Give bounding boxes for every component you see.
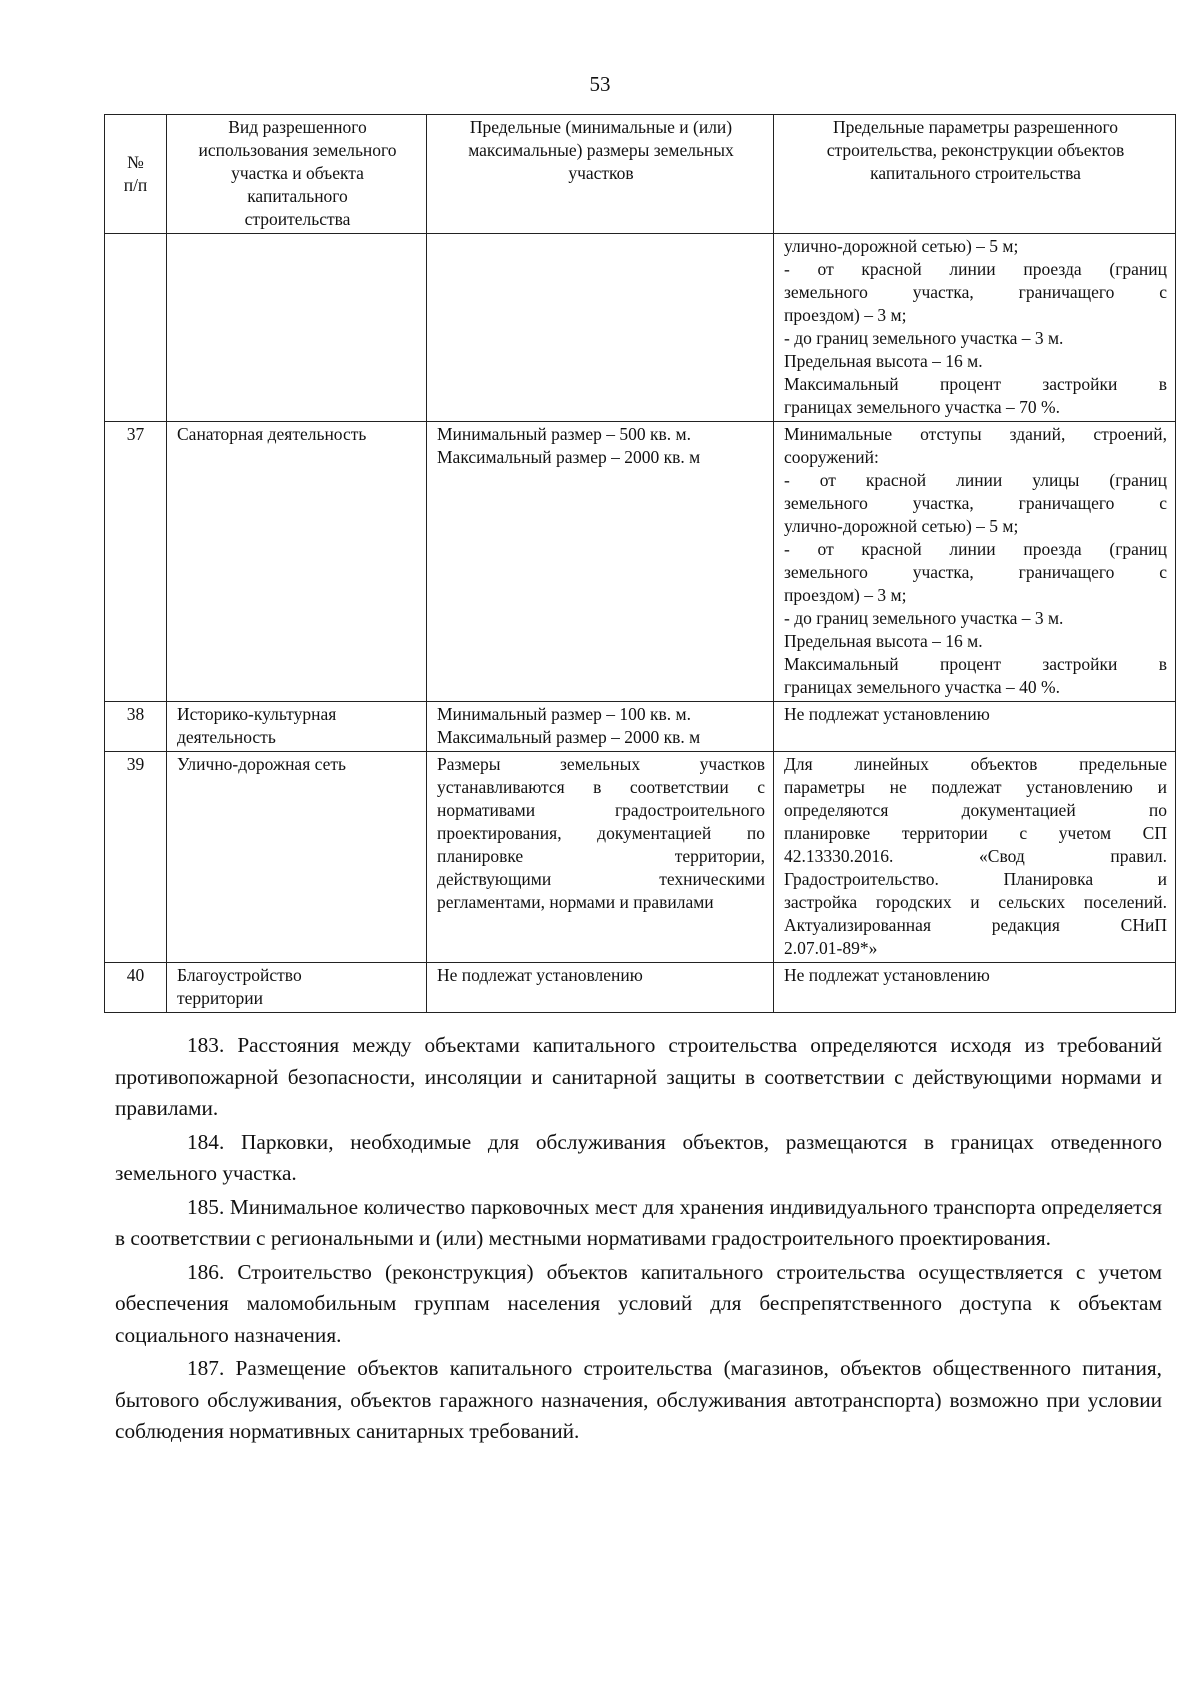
cell-line: границах земельного участка – 40 %. [784, 677, 1060, 697]
cell-line: действующими техническими [437, 869, 765, 889]
table-header-row [105, 115, 1176, 234]
header-plot-sizes [427, 115, 774, 234]
cell-build-params [774, 752, 1176, 963]
cell-line: проездом) – 3 м; [784, 585, 907, 605]
cell-line: земельного участка, граничащего с [784, 493, 1167, 513]
cell-line: земельного участка, граничащего с [784, 562, 1167, 582]
cell-plot-sizes [427, 752, 774, 963]
cell-use-type [167, 234, 427, 422]
cell-line: нормативами градостроительного [437, 800, 765, 820]
header-line: участков [568, 163, 634, 183]
header-line: № [127, 152, 144, 172]
cell-line: Максимальный размер – 2000 кв. м [437, 447, 701, 467]
table-row [105, 702, 1176, 752]
cell-line: - до границ земельного участка – 3 м. [784, 328, 1064, 348]
table-row [105, 752, 1176, 963]
header-build-params [774, 115, 1176, 234]
cell-line: устанавливаются в соответствии с [437, 777, 765, 797]
cell-line: границах земельного участка – 70 %. [784, 397, 1060, 417]
cell-line: улично-дорожной сетью) – 5 м; [784, 516, 1019, 536]
cell-line: Не подлежат установлению [784, 704, 990, 724]
cell-line: Благоустройство [177, 965, 302, 985]
cell-line: Предельная высота – 16 м. [784, 631, 983, 651]
cell-build-params [774, 702, 1176, 752]
cell-line: Максимальный процент застройки в [784, 374, 1167, 394]
header-line: Предельные параметры разрешенного [833, 117, 1118, 137]
cell-line: 2.07.01-89*» [784, 938, 878, 958]
header-line: строительства [244, 209, 351, 229]
row-number: 38 [105, 702, 167, 752]
cell-line: Не подлежат установлению [437, 965, 643, 985]
header-line: капитального [247, 186, 348, 206]
paragraph: 186. Строительство (реконструкция) объектов капитального строительства осуществляется с учетом обеспечения маломобильным группам населения условий для беспрепятственного доступа к объектам социального назначения. [115, 1259, 1162, 1347]
cell-line: - от красной линии проезда (границ [784, 259, 1167, 279]
cell-line: деятельность [177, 727, 276, 747]
cell-line: Минимальный размер – 100 кв. м. [437, 704, 691, 724]
paragraph: 185. Минимальное количество парковочных мест для хранения индивидуального транспорта определяется в соответствии с региональными и (или) местными нормативами градостроительного проектирования. [115, 1194, 1162, 1250]
body-text [115, 1030, 1162, 1450]
header-line: Вид разрешенного [228, 117, 367, 137]
header-line: капитального строительства [870, 163, 1081, 183]
cell-line: Не подлежат установлению [784, 965, 990, 985]
cell-build-params [774, 422, 1176, 702]
page-number: 53 [589, 72, 611, 96]
table-row [105, 422, 1176, 702]
table-row [105, 963, 1176, 1013]
cell-build-params [774, 234, 1176, 422]
cell-line: Улично-дорожная сеть [177, 754, 347, 774]
cell-use-type [167, 963, 427, 1013]
cell-line: проектирования, документацией по [437, 823, 765, 843]
cell-line: Минимальный размер – 500 кв. м. [437, 424, 691, 444]
cell-line: параметры не подлежат установлению и [784, 777, 1167, 797]
cell-line: планировке территории с учетом СП [784, 823, 1167, 843]
paragraph: 183. Расстояния между объектами капитального строительства определяются исходя из требований противопожарной безопасности, инсоляции и санитарной защиты в соответствии с действующими нормами и правилами. [115, 1033, 1162, 1120]
header-use-type [167, 115, 427, 234]
cell-line: планировке территории, [437, 846, 765, 866]
row-number: 39 [105, 752, 167, 963]
paragraph: 184. Парковки, необходимые для обслуживания объектов, размещаются в границах отведенного земельного участка. [115, 1129, 1162, 1185]
cell-line: улично-дорожной сетью) – 5 м; [784, 236, 1019, 256]
cell-plot-sizes [427, 702, 774, 752]
cell-line: Санаторная деятельность [177, 424, 367, 444]
paragraph: 187. Размещение объектов капитального строительства (магазинов, объектов общественного питания, бытового обслуживания, объектов гаражного назначения, обслуживания автотранспорта) возможно при условии соблюдения нормативных санитарных требований. [115, 1356, 1162, 1443]
cell-line: Максимальный размер – 2000 кв. м [437, 727, 701, 747]
table-body [105, 234, 1176, 1013]
cell-line: Предельная высота – 16 м. [784, 351, 983, 371]
cell-line: территории [177, 988, 263, 1008]
cell-line: Размеры земельных участков [437, 754, 765, 774]
cell-line: застройка городских и сельских поселений. [784, 892, 1167, 912]
cell-line: Историко-культурная [177, 704, 337, 724]
cell-use-type [167, 422, 427, 702]
cell-line: - до границ земельного участка – 3 м. [784, 608, 1064, 628]
cell-plot-sizes [427, 422, 774, 702]
cell-line: Актуализированная редакция СНиП [784, 915, 1167, 935]
cell-plot-sizes [427, 963, 774, 1013]
cell-line: 42.13330.2016. «Свод правил. [784, 846, 1167, 866]
header-line: использования земельного [198, 140, 397, 160]
header-line: максимальные) размеры земельных [468, 140, 734, 160]
cell-line: Для линейных объектов предельные [784, 754, 1167, 774]
cell-use-type [167, 702, 427, 752]
cell-line: определяются документацией по [784, 800, 1167, 820]
cell-line: сооружений: [784, 447, 879, 467]
row-number: 40 [105, 963, 167, 1013]
cell-line: - от красной линии проезда (границ [784, 539, 1167, 559]
header-line: п/п [123, 175, 148, 195]
row-number: 37 [105, 422, 167, 702]
header-line: участка и объекта [231, 163, 364, 183]
header-number [105, 115, 167, 234]
regulations-table [104, 114, 1176, 1013]
header-line: строительства, реконструкции объектов [826, 140, 1125, 160]
cell-line: регламентами, нормами и правилами [437, 892, 714, 912]
cell-line: земельного участка, граничащего с [784, 282, 1167, 302]
cell-line: Градостроительство. Планировка и [784, 869, 1167, 889]
cell-plot-sizes [427, 234, 774, 422]
cell-line: Максимальный процент застройки в [784, 654, 1167, 674]
row-number [105, 234, 167, 422]
cell-line: - от красной линии улицы (границ [784, 470, 1167, 490]
table-row [105, 234, 1176, 422]
cell-use-type [167, 752, 427, 963]
cell-line: проездом) – 3 м; [784, 305, 907, 325]
header-line: Предельные (минимальные и (или) [469, 117, 733, 137]
cell-build-params [774, 963, 1176, 1013]
cell-line: Минимальные отступы зданий, строений, [784, 424, 1167, 444]
